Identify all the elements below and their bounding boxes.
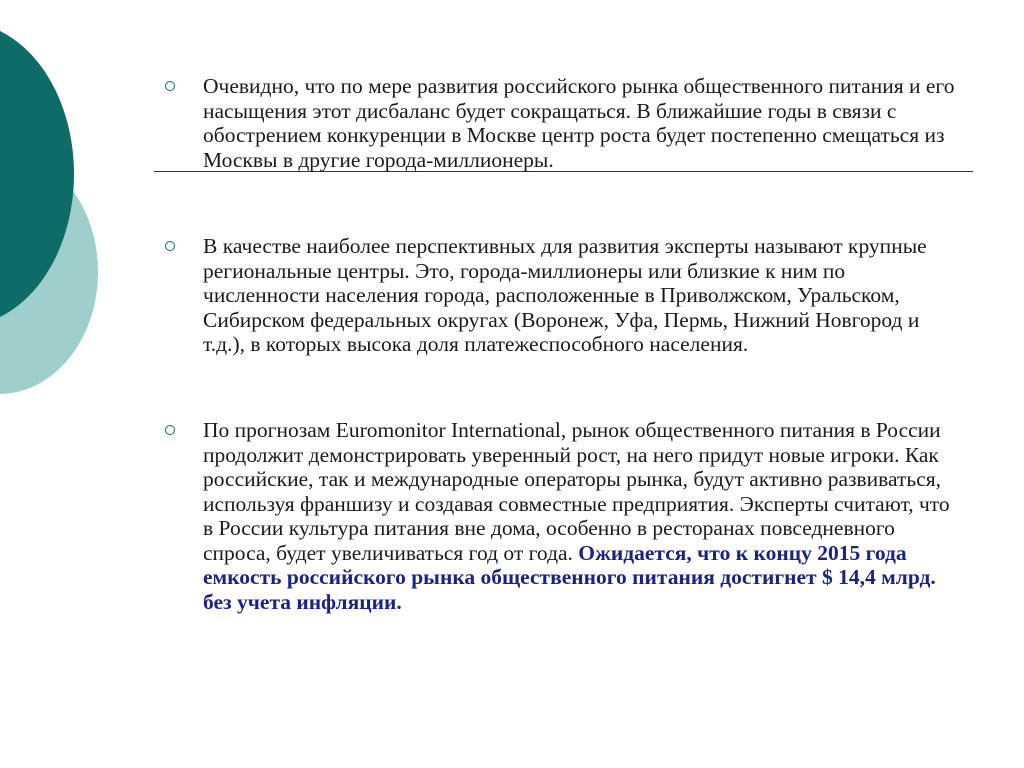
bullet-text: В качестве наиболее перспективных для развития эксперты называют крупные региональные центры. Это, города-миллионеры или близкие к ним по численности населения города, расположенные в Приволжском, Уральском, Сибирском федеральных округах (Воронеж, Уфа, Пермь, Нижний Новгород и т.д.), в которых высока доля платежеспособного населения. [203, 234, 927, 356]
bullet-circle-icon [165, 81, 175, 91]
bullet-item [165, 234, 955, 357]
bullet-item [165, 418, 955, 614]
bullet-highlight-text: Ожидается, что к концу 2015 года емкость российского рынка общественного питания достигнет $ 14,4 млрд. без учета инфляции. [203, 540, 936, 614]
bullet-text: По прогнозам Euromonitor International, рынок общественного питания в России продолжит демонстрировать уверенный рост, на него придут новые игроки. Как российские, так и международные операторы рынка, будут активно развиваться, используя франшизу и создавая совместные предприятия. Эксперты считают, что в России культура питания вне дома, особенно в ресторанах повседневного спроса, будет увеличиваться год от года. [203, 418, 950, 565]
bullet-circle-icon [165, 425, 175, 435]
bullet-item [165, 74, 955, 172]
bullet-text-container [203, 418, 955, 614]
bullet-circle-icon [165, 241, 175, 251]
bullet-text: Очевидно, что по мере развития российского рынка общественного питания и его насыщения этот дисбаланс будет сокращаться. В ближайшие годы в связи с обострением конкуренции в Москве центр роста будет постепенно смещаться из Москвы в другие города-миллионеры. [203, 74, 955, 172]
